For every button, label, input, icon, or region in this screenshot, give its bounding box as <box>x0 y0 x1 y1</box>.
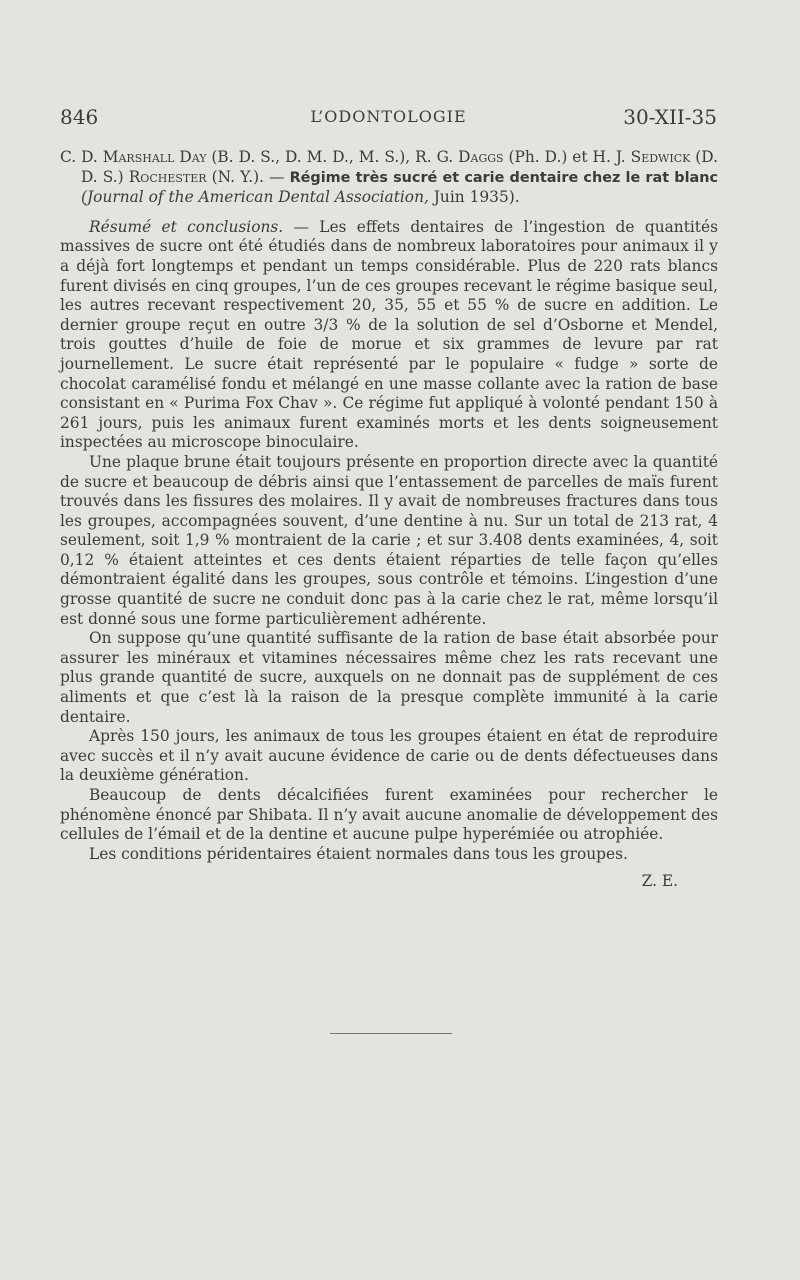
source-journal: (Journal of the American Dental Association, <box>81 188 434 207</box>
abstract-paragraph-5: Beaucoup de dents décalcifiées furent examinées pour rechercher le phénomène énoncé par Shibata. Il n’y avait aucune anomalie de développement des cellules de l’émail et de la dentine et aucune pulpe hyperémiée ou atrophiée. <box>60 786 718 844</box>
abstract-paragraph-1-text: Les effets dentaires de l’ingestion de quantités massives de sucre ont été étudiés dans de nombreux laboratoires pour animaux il y a déjà fort longtemps et pendant un temps considérable. Plus de 220 rats blancs furent divisés en cinq groupes, l’un de ces groupes recevant le régime basique seul, les autres recevant respectivement 20, 35, 55 et 55 % de sucre en addition. Le dernier groupe reçut en outre 3/3 % de la solution de sel d’Osborne et Mendel, trois gouttes d’huile de foie de morue et six grammes de levure par rat journellement. Le sucre était représenté par le populaire « fudge » sorte de chocolat caramélisé fondu et mélangé en une masse collante avec la ration de base consistant en « Purima Fox Chav ». Ce régime fut appliqué à volonté pendant 150 à 261 jours, puis les animaux furent examinés morts et les dents soigneusement inspectées au microscope binoculaire. <box>60 217 718 452</box>
page-number: 846 <box>60 105 99 129</box>
abstract-paragraph-4: Après 150 jours, les animaux de tous les groupes étaient en état de reproduire avec succès et il n’y avait aucune évidence de carie ou de dents défectueuses dans la deuxième génération. <box>60 727 718 785</box>
article-title: Régime très sucré et carie dentaire chez le rat blanc <box>289 169 718 186</box>
journal-title: L’ODONTOLOGIE <box>310 107 467 126</box>
issue-date: 30-XII-35 <box>623 105 717 129</box>
author-daggs: R. G. Daggs <box>415 148 504 166</box>
author-day: C. D. Marshall Day <box>60 148 207 166</box>
source-date: Juin 1935). <box>433 188 520 207</box>
author-sedwick-credentials: (D. D. S.) <box>81 148 718 186</box>
abstract-paragraph-2: Une plaque brune était toujours présente en proportion directe avec la quantité de sucre et beaucoup de débris ainsi que l’entassement de parcelles de maïs furent trouvés dans les fissures des molaires. Il y avait de nombreuses fractures dans tous les groupes, accompagnées souvent, d’une dentine à nu. Sur un total de 213 rat, 4 seulement, soit 1,9 % montraient de la carie ; et sur 3.408 dents examinées, 4, soit 0,12 % étaient atteintes et ces dents étaient réparties de telle façon qu’elles démontraient égalité dans les groupes, sous contrôle et témoins. L’ingestion d’une grosse quantité de sucre ne conduit donc pas à la carie chez le rat, même lorsqu’il est donné sous une forme particulièrement adhérente. <box>60 452 718 628</box>
author-daggs-credentials: (Ph. D.) et H. J. <box>503 148 631 166</box>
bibliographic-citation <box>60 148 718 208</box>
abstract-label: Résumé et conclusions. — <box>89 217 309 236</box>
abstract-paragraph-1 <box>60 218 718 453</box>
abstract-paragraph-3: On suppose qu’une quantité suffisante de la ration de base était absorbée pour assurer les minéraux et vitamines nécessaires même chez les rats recevant une plus grande quantité de sucre, auxquels on ne donnait pas de supplément de ces aliments et que c’est là la raison de la presque complète immunité à la carie dentaire. <box>60 629 718 726</box>
author-day-credentials: (B. D. S., D. M. D., M. S.), <box>206 148 416 166</box>
article-body <box>60 148 718 892</box>
running-head <box>60 102 717 132</box>
reviewer-initials: Z. E. <box>641 872 678 891</box>
location-city: Rochester <box>128 167 207 186</box>
location-state: (N. Y.). — <box>206 167 290 186</box>
end-divider <box>330 1033 452 1034</box>
abstract-paragraph-6: Les conditions péridentaires étaient normales dans tous les groupes. <box>89 844 628 863</box>
author-sedwick: Sedwick <box>630 148 691 166</box>
